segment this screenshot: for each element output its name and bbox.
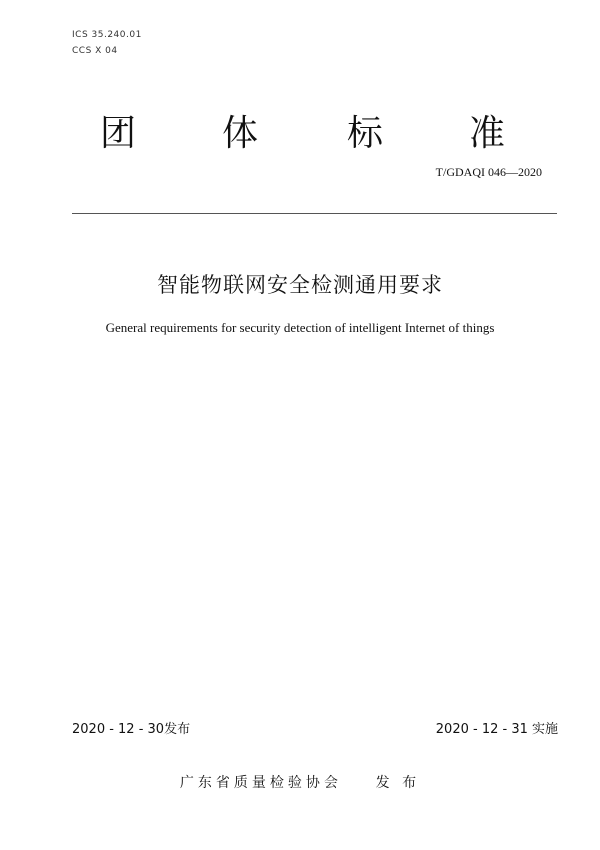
publish-date: 2020 - 12 - 30发布 xyxy=(72,722,191,737)
standard-type-char-3: 标 xyxy=(347,113,384,154)
ccs-classification: CCS X 04 xyxy=(72,46,118,56)
ics-classification: ICS 35.240.01 xyxy=(72,30,142,40)
standard-code: T/GDAQI 046—2020 xyxy=(435,165,542,179)
standard-type-char-4: 准 xyxy=(469,113,506,154)
header-divider xyxy=(72,213,557,214)
publisher: 广东省质量检验协会 发 布 xyxy=(179,775,421,791)
document-title-english: General requirements for security detection of intelligent Internet of things xyxy=(105,320,495,335)
document-title-chinese: 智能物联网安全检测通用要求 xyxy=(157,273,443,297)
implementation-date: 2020 - 12 - 31 实施 xyxy=(435,722,558,737)
standard-type-char-2: 体 xyxy=(222,113,259,154)
standard-type-char-1: 团 xyxy=(100,113,137,154)
